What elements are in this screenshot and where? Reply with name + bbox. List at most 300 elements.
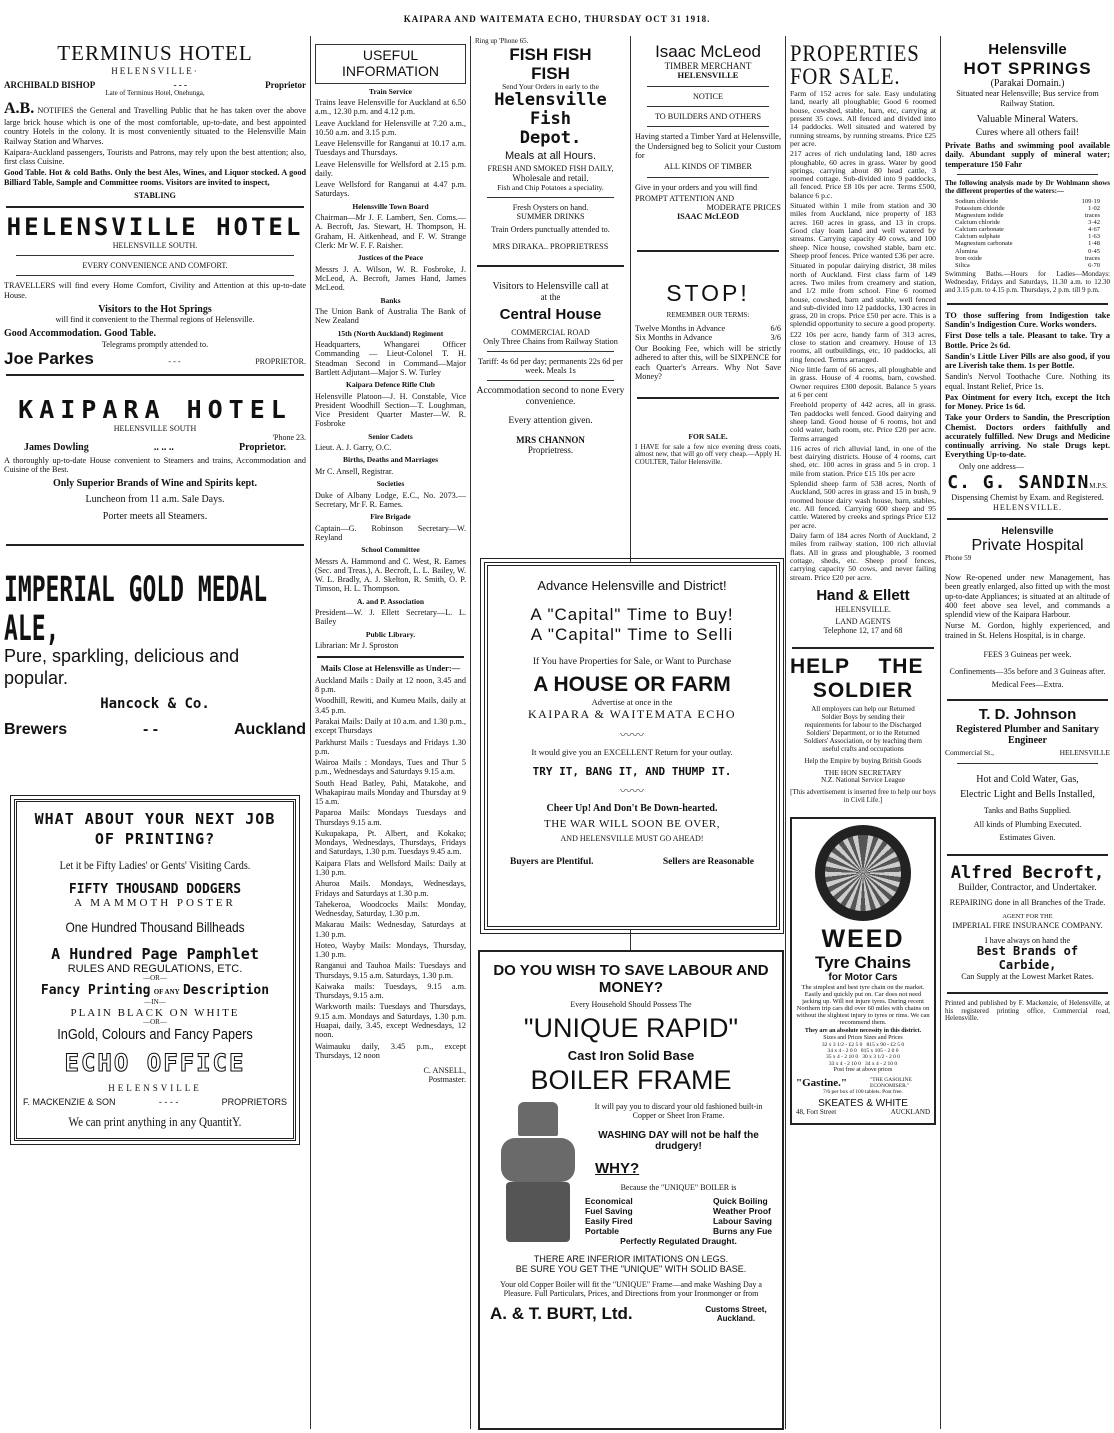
train-item: Trains leave Helensville for Auckland at 6.50 a.m., 12.30 p.m. and 4.12 p.m. (315, 98, 466, 117)
weed-body: The simplest and best tyre chain on the market. Easily and quickly put on. Car does not need jacking up. Will not injure tyres. During recent Northern trip cars did over 60 miles with chains on without the slightest injury to tyres or rims. We can recommend them. (796, 983, 930, 1027)
central-name: Central House (499, 305, 602, 323)
hospital-fees: FEES 3 Guineas per week. (983, 649, 1072, 659)
train-item: Leave Auckland for Helensville at 7.20 a.m., 10.50 a.m. and 3.15 p.m. (315, 118, 466, 137)
stop-r1r: 6/6 (770, 323, 781, 333)
boiler-feature: Fuel Saving (585, 1205, 633, 1216)
hospital-nurse: Nurse M. Gordon, highly experienced, and trained in St. Helens Hospital, is in charge. (945, 621, 1110, 640)
for-sale-ad (635, 405, 781, 467)
boiler-because: Because the "UNIQUE" BOILER is (620, 1182, 737, 1192)
advance-l7: KAIPARA & WAITEMATA ECHO (527, 707, 737, 721)
kaipara-hotel-dots: .. .. .. (153, 442, 174, 454)
postmaster-name: C. ANSELL, (423, 1066, 466, 1076)
weed-chains-ad (790, 817, 936, 1126)
terminus-stabling: STABLING (134, 190, 176, 200)
info-section-heading: Public Library. (365, 629, 416, 639)
sandin-name: C. G. SANDIN (947, 471, 1090, 493)
johnson-addr-l: Commercial St., (945, 748, 994, 758)
fish-fresh: FRESH AND SMOKED FISH DAILY, (487, 164, 614, 174)
printing-l3: A MAMMOTH POSTER (74, 897, 236, 910)
info-section-body: Headquarters, Whangarei Officer Commanding — Lieut-Colonel T. H. Steadman Second in Command—Major Bartlett Adjutant—Major S. W. Turley (315, 340, 466, 377)
train-item: Leave Wellsford for Ranganui at 4.47 p.m. Saturdays. (315, 180, 466, 199)
mcleod-sig: ISAAC McLEOD (676, 212, 740, 222)
sandin-p1: TO those suffering from Indigestion take Sandin's Indigestion Cure. Works wonders. (945, 310, 1110, 329)
chem-name: Potassium chloride (955, 204, 1005, 212)
boiler-h2: Every Household Should Possess The (570, 999, 692, 1009)
mail-item: Wairoa Mails : Mondays, Tues and Thur 5 p.m., Wednesdays and Saturdays 9.15 a.m. (315, 758, 466, 777)
boiler-fit: Your old Copper Boiler will fit the "UNIQUE" Frame—and make Washing Day a Pleasure. Full Particulars, Prices, and Directions from your Ironmonger or from (500, 1279, 762, 1298)
info-section-heading: Births, Deaths and Marriages (343, 455, 438, 465)
advance-l8: It would give you an EXCELLENT Return for your outlay. (531, 747, 733, 757)
sandin-p4: Sandin's Nervol Toothache Cure. Nothing its equal. Instant Relief, Price 1s. (945, 372, 1110, 391)
advance-l3: A "Capital" Time to Selli (530, 625, 734, 644)
weed-addr: 48, Fort Street (796, 1108, 837, 1117)
springs-private: Private Baths and swimming pool available daily. Abundant supply of mineral water; temperature 150 Fahr (945, 141, 1110, 169)
sandin-place: HELENSVILLE. (992, 502, 1063, 512)
advance-l6: Advertise at once in the (591, 697, 673, 707)
kaipara-hotel-title: KAIPARA HOTEL (18, 395, 292, 425)
fish-chips: Fish and Chip Potatoes a speciality. (497, 182, 604, 192)
chem-name: Magnesium iodide (955, 211, 1004, 219)
becroft-name: Alfred Becroft, (950, 863, 1105, 884)
printing-l1: Let it be Fifty Ladies' or Gents' Visiting Cards. (59, 858, 251, 873)
soldier-sec2: N.Z. National Service League (821, 776, 905, 785)
property-item: Freehold property of 442 acres, all in grass. Ten paddocks well fenced. Good dairying and sheep land. Good house of 6 rooms, hot and cold water, bath room, etc. Price £20 per acre. Terms arranged (790, 400, 936, 443)
helensville-hotel-name: Joe Parkes (4, 348, 94, 368)
info-section-body: Lieut. A. J. Garry, O.C. (315, 443, 392, 453)
helensville-hotel-telegrams: Telegrams promptly attended to. (101, 339, 209, 349)
springs-title1: Helensville (988, 41, 1067, 58)
boiler-feature: Portable (585, 1225, 620, 1236)
soldier-body: All employers can help our Returned Soldier Boys by sending their requirements for labour to the Discharged Soldiers' Department, or to the Returned Soldiers' Association, or by teaching them useful crafts and occupations (804, 705, 922, 753)
becroft-brands: Best Brands of Carbide, (976, 944, 1079, 972)
becroft-trade: Builder, Contractor, and Undertaker. (958, 883, 1097, 894)
fish-title2: FISH (531, 63, 570, 83)
hospital-phone: Phone 59 (945, 554, 972, 563)
info-section-heading: School Committee (361, 545, 420, 555)
printing-title: WHAT ABOUT YOUR NEXT JOB OF PRINTING? (34, 810, 276, 848)
info-section-body: Duke of Albany Lodge, E.C., No. 2073.—Secretary, Mr F. R. Eames. (315, 490, 466, 509)
column-5 (786, 36, 940, 1433)
info-section-body: Librarian: Mr J. Sproston (315, 641, 399, 651)
weed-tyre: Tyre Chains (814, 953, 912, 973)
printing-or1: —OR— (143, 974, 167, 983)
sandin-p5: Pax Ointment for every Itch, except the Itch for Money. Price 1s 6d. (945, 392, 1110, 412)
mcleod-moderate: MODERATE PRICES (706, 203, 781, 213)
kaipara-hotel-name: James Dowling (24, 442, 89, 454)
mail-item: Paparoa Mails: Mondays Tuesdays and Thursdays 9.15 a.m. (315, 808, 466, 827)
stop-terms: REMEMBER OUR TERMS: (666, 310, 750, 319)
column-4 (631, 36, 785, 556)
terminus-proprietor-dashes: - - - (173, 79, 187, 90)
mail-item: Parkhurst Mails : Tuesdays and Fridays 1.30 p.m. (315, 737, 466, 756)
advance-l9: TRY IT, BANG IT, AND THUMP IT. (532, 765, 732, 778)
fish-title: FISH FISH (509, 44, 592, 64)
stop-body: Our Booking Fee, which will be strictly adhered to after this, will be SIXPENCE for each Quarter's Arrears. Why Not Save Money? (635, 344, 781, 381)
chem-name: Iron oxide (955, 254, 982, 262)
squiggle-icon: 〰〰 (619, 784, 644, 798)
central-prop2: Proprietress. (527, 444, 574, 455)
squiggle-icon: 〰〰 (619, 728, 644, 742)
boiler-base: Cast Iron Solid Base (567, 1047, 695, 1063)
mcleod-to: TO BUILDERS AND OTHERS (654, 112, 762, 122)
johnson-addr-r: HELENSVILLE (1059, 748, 1110, 758)
property-item: Situated within 1 mile from station and 30 miles from Auckland, nice property of 183 acres. 160 acres in grass, and 13 in crops. Good clay loam land and well watered by streams. Carrying capacity 40 cows, and 100 sheep. Nice house, cowshed stable, barn etc. Sheep proof fences. Price wanted £36 per acre. (790, 201, 936, 260)
property-list (790, 90, 936, 582)
terminus-p3: Good Table. Hot & cold Baths. Only the best Ales, Wines, and Liquor stocked. A good Billiard Table, Sample and Committee rooms. Visitors are invited to inspect, (4, 168, 306, 187)
ale-brewers: Brewers (4, 721, 68, 739)
advance-helensville-ad (484, 562, 780, 930)
info-section-body: Mr C. Ansell, Registrar. (315, 466, 394, 476)
chem-name: Sodium chloride (955, 197, 999, 205)
helensville-hotel-sub: EVERY CONVENIENCE AND COMFORT. (82, 261, 228, 271)
johnson-l4: All kinds of Plumbing Executed. (973, 819, 1082, 829)
hospital-t2: Private Hospital (971, 537, 1084, 555)
boiler-feature: Weather Proof (712, 1205, 771, 1216)
boiler-why: WHY? (595, 1159, 640, 1177)
chem-name: Calcium sulphate (955, 233, 1001, 241)
info-section-heading: Justices of the Peace (357, 253, 424, 263)
chem-name: Magnesium carbonate (955, 240, 1013, 248)
printing-firm: F. MACKENZIE & SON (23, 1097, 116, 1108)
info-section-heading: 15th (North Auckland) Regiment (337, 328, 444, 338)
central-house-ad (475, 273, 626, 455)
fish-depot-name2: Depot. (519, 127, 582, 148)
boiler-warn2: BE SURE YOU GET THE "UNIQUE" WITH SOLID BASE. (515, 1263, 747, 1274)
printing-dashes: - - - - (158, 1097, 179, 1108)
kaipara-hotel-phone: 'Phone 23. (272, 433, 306, 443)
kaipara-hotel-place: HELENSVILLE SOUTH (113, 424, 197, 434)
sandin-role: Dispensing Chemist by Exam. and Registered. (951, 493, 1104, 503)
mail-item: Waimauku daily, 3.45 p.m., except Thursdays, 12 noon (315, 1041, 466, 1060)
info-section-body: Messrs J. A. Wilson, W. R. Fosbroke, J. McLeod, A. Becroft, James Hand, James McLeod. (315, 264, 466, 293)
johnson-l2: Electric Light and Bells Installed, (960, 789, 1095, 801)
stop-title: STOP! (666, 279, 750, 306)
springs-swimming: Swimming Baths.—Hours for Ladies—Mondays: Wednesday, Fridays and Saturdays, 11.30 a.m. to 12.30 and 3.15 p.m. to 4.15 p.m. Thursdays, 2 p.m. till 9 p.m. (945, 270, 1110, 294)
boiler-firm: A. & T. BURT, Ltd. (490, 1303, 633, 1323)
info-section-heading: Banks (380, 295, 401, 305)
ale-city: Auckland (233, 721, 306, 739)
info-section-body: Captain—G. Robinson Secretary—W. Reyland (315, 523, 466, 542)
advance-l14: Sellers are Reasonable (662, 857, 754, 867)
kaipara-hotel-porter: Porter meets all Steamers. (102, 510, 208, 522)
advance-l2: A "Capital" Time to Buy! (530, 605, 734, 624)
chem-names-list (955, 198, 1013, 269)
soldier-note: [This advertisement is inserted free to help our boys in Civil Life.] (790, 788, 936, 804)
mail-item: Parakai Mails: Daily at 10 a.m. and 1.30 p.m., except Thursdays (315, 717, 466, 736)
column-1 (0, 36, 310, 1433)
weed-sizes-head: Sizes and Prices Sizes and Prices (823, 1035, 903, 1042)
central-near: Only Three Chains from Railway Station (483, 336, 618, 346)
ale-tagline: Pure, sparkling, delicious and popular. (4, 646, 240, 688)
mcleod-title: Isaac McLeod (655, 42, 761, 61)
terminus-proprietor-label: Proprietor (265, 79, 306, 90)
boiler-name: "UNIQUE RAPID" (523, 1012, 739, 1043)
mcleod-notice: NOTICE (692, 91, 723, 101)
advance-l10: Cheer Up! And Don't Be Down-hearted. (546, 803, 718, 814)
printing-closing: We can print anything in any QuantitY. (68, 1114, 242, 1130)
advance-l5: A HOUSE OR FARM (533, 673, 731, 696)
weed-gastine3: 7/6 per box of 100 tablets. Post free. (823, 1088, 903, 1095)
soldier-title: HELP THE (790, 654, 924, 678)
soldier-title2: SOLDIER (812, 678, 914, 702)
weed-post: Post free at above prices (833, 1066, 893, 1073)
postmaster-title: Postmaster. (428, 1075, 466, 1085)
chem-value: 4·67 (1088, 226, 1100, 234)
kaipara-hotel-proprietor: Proprietor. (239, 442, 286, 454)
mcleod-kinds: ALL KINDS OF TIMBER (663, 162, 753, 172)
mail-list (315, 676, 466, 1060)
chem-name: Calcium chloride (955, 219, 1000, 227)
boiler-illustration (490, 1102, 585, 1246)
printing-l4: One Hundred Thousand Billheads (65, 918, 245, 935)
help-soldier-ad (790, 655, 936, 805)
mail-item: Makarau Mails: Wednesday, Saturdays at 1.30 p.m. (315, 920, 466, 939)
boiler-feature: Burns any Fue (712, 1225, 772, 1236)
johnson-l1: Hot and Cold Water, Gas, (976, 773, 1079, 785)
weed-gastine2: "THE GASOLINE ECONOMISER." (870, 1076, 912, 1089)
printing-office: ECHO OFFICE (64, 1048, 246, 1077)
weed-firm: SKEATES & WHITE (818, 1098, 908, 1110)
terminus-initials: A.B. (4, 99, 35, 117)
forsale-body: I HAVE for sale a few nice evening dress coats, almost new, that will go off very cheap.—Apply H. COULTER, Tailor Helensville. (635, 442, 781, 467)
masthead: KAIPARA AND WAITEMATA ECHO, THURSDAY OCT 31 1918. (403, 14, 711, 24)
helensville-hotel-visitors: Visitors to the Hot Springs (98, 303, 212, 315)
helensville-hotel-dashes: - - - (168, 356, 181, 366)
fish-depot-name: Helensville Fish (494, 90, 607, 130)
kaipara-hotel-ad (4, 382, 306, 522)
johnson-l3: Tanks and Baths Supplied. (983, 806, 1072, 816)
mail-item: Kukupakapa, Pt. Albert, and Kokako; Mondays, Wednesdays, Thursdays, Fridays and Saturdays, 1.30 p.m. Tuesdays 9.45 a.m. (315, 828, 466, 857)
stop-r2l: Six Months in Advance (635, 332, 713, 342)
helensville-hotel-place: HELENSVILLE SOUTH. (112, 241, 198, 251)
mail-item: Hoteo, Wayby Mails: Mondays, Thursday, 1.30 p.m. (315, 940, 466, 960)
mcleod-trade: TIMBER MERCHANT (664, 61, 752, 72)
info-section-body: The Union Bank of Australia The Bank of New Zealand (315, 307, 466, 326)
becroft-supply: Can Supply at the Lowest Market Rates. (961, 972, 1094, 982)
johnson-plumber-ad (945, 707, 1110, 842)
printing-place: HELENSVILLE (108, 1082, 202, 1093)
chem-name: Alumina (955, 247, 978, 255)
sandin-p6: Take your Orders to Sandin, the Prescription Chemist. Doctors orders faithfully and accurately fulfilled. New Drugs and Medicine continually arriving. No stale Drugs kept. Everything Up-to-date. (945, 413, 1110, 460)
printing-l7b: OF ANY (153, 987, 180, 996)
chem-value: 109·19 (1081, 197, 1100, 205)
sandin-chemist-ad (945, 311, 1110, 512)
fish-wholesale: Wholesale and retail. (512, 173, 589, 184)
kaipara-hotel-luncheon: Luncheon from 11 a.m. Sale Days. (85, 493, 225, 505)
train-list (315, 98, 466, 199)
property-item: Splendid sheep farm of 538 acres, North of Auckland, 500 acres in grass and 15 in bush, 9 roomed house dairy wash house, barn, stables, etc. All fenced. Carrying 600 sheep and 95 cattle. Watered by creeks and springs Price £12 per acre. (790, 479, 936, 530)
terminus-p2: Kaipara-Auckland passengers, Tourists and Patrons, may rely upon the best attention; also, first class Cuisine. (4, 147, 306, 167)
mail-item: Woodhill, Rewiti, and Kumeu Mails, daily at 3.45 p.m. (315, 696, 466, 715)
soldier-help: Help the Empire by buying British Goods (804, 756, 922, 765)
fish-depot-ad (475, 38, 626, 251)
springs-situated: Situated near Helensville; Bus service from Railway Station. (956, 89, 1099, 108)
kaipara-hotel-brands: Only Superior Brands of Wine and Spirits kept. (53, 478, 257, 490)
central-road: COMMERCIAL ROAD (511, 327, 590, 337)
mcleod-give: Give in your orders and you will find (635, 182, 758, 192)
info-section-heading: Helensville Town Board (352, 201, 429, 211)
properties-title: PROPERTIES (790, 41, 920, 66)
terminus-place: HELENSVILLE· (111, 65, 199, 76)
printing-l9: InGold, Colours and Fancy Papers (57, 1025, 253, 1043)
central-accom: Accommodation second to none Every convenience. (476, 386, 625, 408)
mail-item: Ahuroa Mails. Mondays, Wednesdays, Fridays and Saturdays at 1.30 p.m. (315, 879, 466, 898)
printing-l2: FIFTY THOUSAND DODGERS (68, 881, 242, 897)
info-section-heading: Societies (376, 479, 405, 489)
weed-city: AUCKLAND (890, 1108, 930, 1117)
hospital-med: Medical Fees—Extra. (991, 679, 1064, 689)
mail-item: Tahekeroa, Woodcocks Mails: Monday, Wednesday, Saturday, 1.30 p.m. (315, 899, 466, 919)
mail-item: Kaipara Flats and Wellsford Mails: Daily at 1.30 p.m. (315, 858, 466, 877)
sandin-mps: M.P.S. (1089, 481, 1108, 490)
private-hospital-ad (945, 526, 1110, 689)
agent-role: LAND AGENTS (835, 616, 891, 626)
helensville-hotel-accommodation: Good Accommodation. Good Table. (4, 328, 156, 340)
forsale-head: FOR SALE. (688, 432, 728, 442)
fish-train: Train Orders punctually attended to. (491, 224, 610, 234)
boiler-address: Customs Street, Auckland. (705, 1304, 767, 1323)
terminus-hotel-ad (4, 42, 306, 200)
fish-drinks: SUMMER DRINKS (516, 212, 585, 222)
boiler-h1: DO YOU WISH TO SAVE LABOUR AND MONEY? (493, 962, 769, 997)
chem-values-list (1082, 198, 1100, 269)
weed-necessity: They are an absolute necessity in this district. (804, 1028, 922, 1035)
chem-value: 1·48 (1088, 240, 1100, 248)
boiler-draught: Perfectly Regulated Draught. (620, 1235, 737, 1246)
fish-meals: Meals at all Hours. (504, 150, 597, 162)
johnson-trade: Registered Plumber and Sanitary Engineer (956, 723, 1099, 747)
mcleod-place: HELENSVILLE (677, 70, 739, 81)
printing-l6: RULES AND REGULATIONS, ETC. (67, 962, 243, 975)
terminus-title: TERMINUS HOTEL (57, 41, 253, 65)
sandin-only: Only one address— (959, 461, 1025, 471)
mail-item: Kaiwaka mails: Tuesdays, 9.15 a.m. Thursdays, 9.15 a.m. (315, 981, 466, 1001)
printing-l5: A Hundred Page Pamphlet (51, 944, 259, 963)
property-item: 217 acres of rich undulating land, 180 acres ploughable, 60 acres in grass. Water by good springs, carrying about 80 head cattle, 3 roomed cottage. Sub-divided into 9 paddocks, all fenced. Price £8 10s per acre. Terms £500, balance 6 p.c. (790, 149, 936, 200)
agent-name: Hand & Ellett (816, 586, 910, 604)
info-section-body: Helensville Platoon—J. H. Constable, Vice President Woodhill Section—T. Loughman, Vice President Quarter Master—W. R. Fosbroke (315, 391, 466, 429)
advance-l13: Buyers are Plentiful. (510, 857, 594, 867)
property-item: 116 acres of rich alluvial land, in one of the best dairying districts. House of 4 rooms, cart shed, etc. 100 acres in grass and 5 in crop. 1 mile from station. Price £15 10s per acre (790, 443, 936, 478)
train-service-heading: Train Service (369, 86, 412, 96)
helensville-hotel-notice: TRAVELLERS will find every Home Comfort, Civility and Attention at this up-to-date House. (4, 281, 306, 300)
chem-value: 0·45 (1088, 247, 1100, 255)
springs-cures: Cures where all others fail! (975, 128, 1080, 139)
hospital-body: Now Re-opened under new Management, has been greatly enlarged, also fitted up with the most up-to-date Appliances; is situated at an altitude of 400 feet above sea level, and commands a splendid view of the Kaipara Harbour. (945, 573, 1110, 620)
property-item: Situated in popular dairying district, 38 miles north of Auckland. First class farm of 149 acres. Two miles from creamery and station, and 1/2 mile from school. Fine 6 roomed house, cowshed, barn and stable, well fenced and sub-divided into 12 paddocks, 130 acres in grass, 20 in crops. Price £50 per acre. This is a splendid opportunity to secure a good property. (790, 261, 936, 329)
boiler-warn1: THERE ARE INFERIOR IMITATIONS ON LEGS. (533, 1253, 729, 1264)
info-section-heading: Kaipara Defence Rifle Club (346, 380, 435, 390)
advance-l4: If You have Properties for Sale, or Want to Purchase (532, 657, 732, 667)
hot-springs-ad (945, 42, 1110, 295)
becroft-have: I have always on hand the (984, 935, 1071, 945)
terminus-proprietor-name: ARCHIBALD BISHOP (4, 79, 96, 90)
advance-l11: THE WAR WILL SOON BE OVER, (544, 818, 720, 830)
printing-ad (14, 799, 296, 1141)
agent-place: HELENSVILLE. (835, 604, 891, 614)
info-section-body: President—W. J. Ellett Secretary—L. L. Bailey (315, 608, 466, 627)
printing-l7a: Fancy Printing (40, 982, 151, 998)
mcleod-body: Having started a Timber Yard at Helensville, the Undersigned beg to Solicit your Custom for (635, 132, 781, 161)
ale-title: IMPERIAL GOLD MEDAL ALE, (4, 571, 268, 650)
imperial-ale-ad (4, 552, 306, 739)
helensville-hotel-visitors2: will find it convenient to the Thermal regions of Helensville. (55, 315, 255, 325)
chem-value: 1·63 (1088, 233, 1100, 241)
info-section-heading: Senior Cadets (368, 431, 413, 441)
tyre-wheel-icon (815, 825, 911, 921)
chem-value: 1·02 (1088, 204, 1100, 212)
mail-item: South Head Batley, Pahi, Matakohe, and Whakapirau mails Monday and Thursday at 9 15 a.m. (315, 778, 466, 807)
soldier-sec1: THE HON SECRETARY (824, 767, 902, 777)
becroft-agent: AGENT FOR THE (1002, 913, 1053, 921)
train-item: Leave Helensville for Ranganui at 10.17 a.m. Tuesdays and Thursdays. (315, 139, 466, 158)
info-section-heading: Fire Brigade (370, 512, 411, 522)
property-item: Farm of 152 acres for sale. Easy undulating land, nearly all ploughable; Good 6 roomed house, cowshed, stable, barn, etc, carrying at present 35 cows. All fenced and divided into 14 paddocks. Well situated and watered by running streams, by running streams. Price £25 per acre. (790, 89, 936, 148)
ale-maker: Hancock & Co. (100, 696, 210, 713)
property-item: £22 10s per acre, handy farm of 313 acres, close to station and creamery. House of 13 rooms, all outbuildings, etc, 10 paddocks, all ring fenced. Terms arranged. (790, 329, 936, 364)
sandin-p3: Sandin's Little Liver Pills are also good, if you are Liverish take them. 1s per Bottle. (945, 351, 1110, 371)
property-item: Dairy farm of 184 acres North of Auckland, 2 miles from railway station, 100 rich alluvial flats. All in grass and ploughable, 3 roomed cottage, sheds, etc. Sheep proof fences, carrying capacity 50 cows, and never failing stream. Price £20 per acre. (790, 530, 936, 582)
printing-l7c: Description (182, 982, 270, 998)
terminus-notice: NOTIFIES the General and Travelling Public that he has taken over the above large brick house which is one of the most comfortable, up-to-date, and best appointed country Hotels in the colony. It is most conveniently situated to the Helensville Main Railway Station and Wharves. (4, 105, 307, 146)
boiler-features-right (713, 1196, 772, 1236)
helensville-hotel-title: HELENSVILLE HOTEL (6, 213, 304, 242)
johnson-name: T. D. Johnson (978, 705, 1077, 723)
hospital-conf: Confinements—35s before and 3 Guineas after. (949, 667, 1106, 677)
boiler-feature: Quick Boiling (712, 1195, 768, 1206)
mcleod-prompt: PROMPT ATTENTION AND (635, 193, 735, 203)
chem-value: 6·70 (1088, 261, 1100, 269)
imprint: Printed and published by F. Mackenzie, of Helensville, at his registered printing office, Commercial road, Helensville. (945, 998, 1110, 1023)
advance-l12: AND HELENSVILLE MUST GO AHEAD! (560, 834, 704, 843)
kaipara-hotel-notice: A thoroughly up-to-date House convenient to Steamers and trains, Accommodation and Cuisine of the Best. (4, 455, 306, 475)
stop-r2r: 3/6 (770, 332, 781, 342)
agent-phone: Telephone 12, 17 and 68 (823, 625, 903, 635)
chem-name: Silica (955, 261, 970, 269)
mail-item: Ranganui and Tauhoa Mails: Tuesdays and Thursdays, 9.15 a.m. Saturdays, 1.30 p.m. (315, 961, 466, 980)
printing-or2: —OR— (143, 1018, 167, 1026)
springs-domain: (Parakai Domain.) (990, 78, 1065, 90)
becroft-company: IMPERIAL FIRE INSURANCE COMPANY. (952, 920, 1103, 930)
train-item: Leave Helensville for Wellsford at 2.15 p.m. daily. (315, 159, 466, 178)
boiler-feature: Easily Fired (585, 1215, 633, 1226)
sandin-p2: First Dose tells a tale. Pleasant to take. Try a Bottle. Price 2s 6d. (945, 331, 1110, 350)
mcleod-timber-ad (635, 42, 781, 222)
becroft-builder-ad (945, 864, 1110, 981)
printing-l8: PLAIN BLACK ON WHITE (70, 1006, 240, 1019)
printing-proprietors: PROPRIETORS (221, 1097, 287, 1108)
mail-item: Warkworth mails: Tuesdays and Thursdays, 9.15 a.m. Mondays and Saturdays, 1.30 p.m. Huapai, daily, 3.45, except Wednesdays, 12 noon. (315, 1002, 466, 1040)
column-6 (941, 36, 1114, 1433)
info-section-body: Chairman—Mr J. F. Lambert, Sen. Coms.—A. Becroft, Jas. Stewart, H. Thompson, H. Graham, H. Aitkenhead, and F. W. Strange Clerk: Mr W. F. F. Raisher. (315, 213, 466, 251)
fish-phone: Ring up 'Phone 65. (475, 37, 529, 45)
column-2 (311, 36, 470, 1433)
weed-for: for Motor Cars (828, 972, 898, 984)
info-section-heading: A. and P. Association (356, 596, 425, 606)
ale-dashes: - - (143, 721, 159, 739)
printing-in: —IN— (144, 997, 166, 1006)
boiler-pay: It will pay you to discard your old fashioned built-in Copper or Sheet Iron Frame. (594, 1101, 763, 1120)
central-tariff: Tariff: 4s 6d per day; permanents 22s 6d per week. Meals 1s (478, 356, 623, 376)
springs-title2: HOT SPRINGS (963, 58, 1092, 78)
advance-l1: Advance Helensville and District! (537, 578, 727, 593)
central-attention: Every attention given. (508, 415, 593, 426)
helensville-hotel-proprietor: PROPRIETOR. (255, 356, 306, 366)
boiler-frame-ad (478, 950, 784, 1430)
chem-value: traces (1084, 211, 1100, 219)
info-sections (315, 203, 466, 651)
mails-heading: Mails Close at Helensville as Under:— (320, 663, 461, 674)
